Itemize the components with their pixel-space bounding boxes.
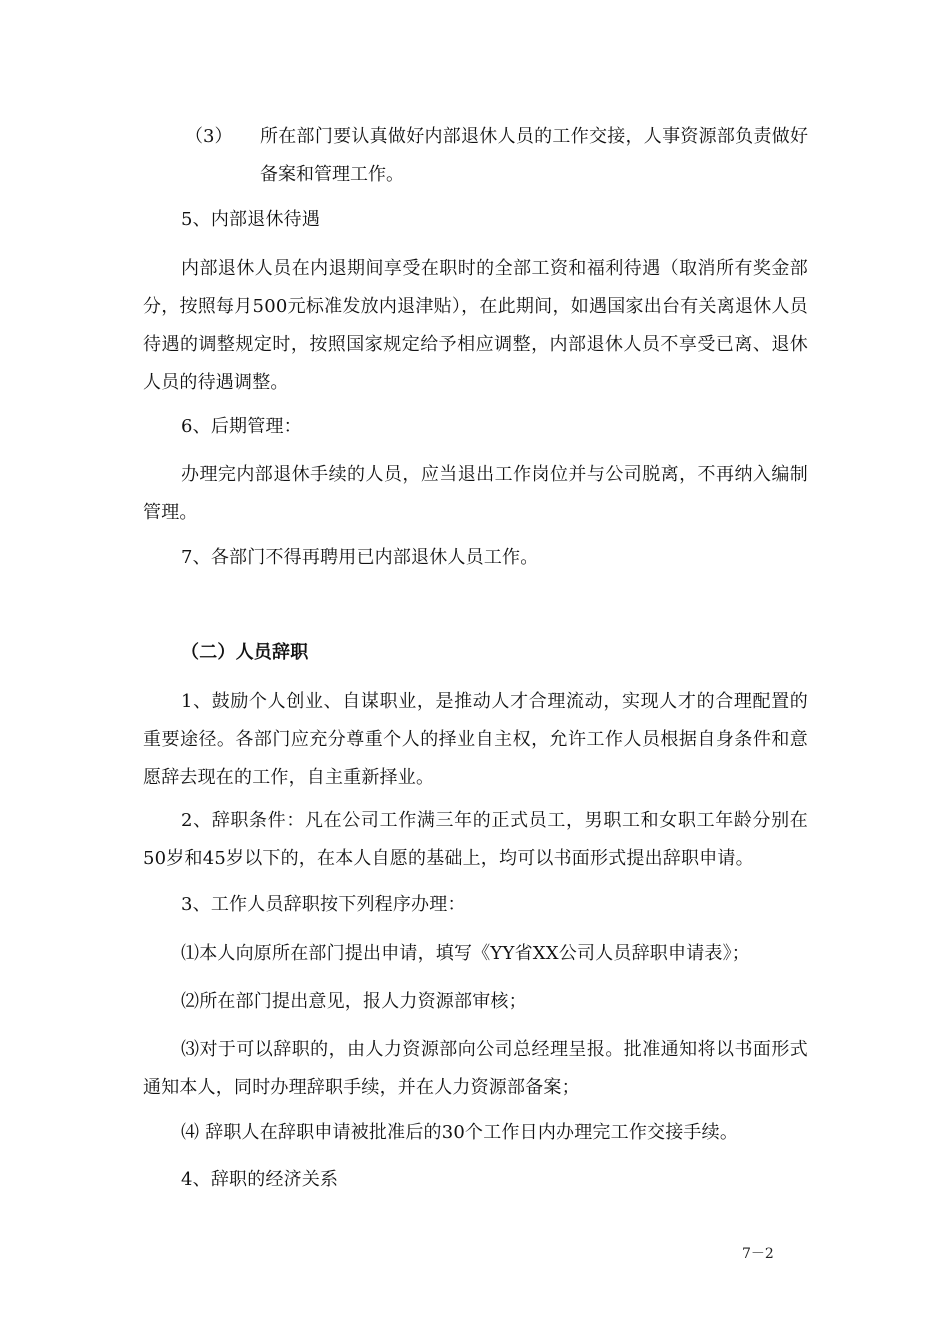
part-2-paragraph-2: 2、辞职条件：凡在公司工作满三年的正式员工，男职工和女职工年龄分别在50岁和45岁以下的，在本人自愿的基础上，均可以书面形式提出辞职申请。 <box>143 810 808 869</box>
procedure-step-4: ⑷ 辞职人在辞职申请被批准后的30个工作日内办理完工作交接手续。 <box>181 1122 739 1143</box>
list-item-number: （3） <box>185 126 233 147</box>
part-2-paragraph-4: 4、辞职的经济关系 <box>181 1169 339 1190</box>
part-2-title: （二）人员辞职 <box>181 642 309 663</box>
part-2-paragraph-1: 1、鼓励个人创业、自谋职业，是推动人才合理流动，实现人才的合理配置的重要途径。各部门应充分尊重个人的择业自主权，允许工作人员根据自身条件和意愿辞去现在的工作，自主重新择业。 <box>143 691 808 788</box>
procedure-step-2: ⑵所在部门提出意见，报人力资源部审核； <box>181 991 527 1012</box>
part-2-paragraph-3: 3、工作人员辞职按下列程序办理： <box>181 894 466 915</box>
list-item-3 <box>143 118 808 198</box>
procedure-step-1: ⑴本人向原所在部门提出申请，填写《YY省XX公司人员辞职申请表》； <box>181 943 750 964</box>
procedure-step-3: ⑶对于可以辞职的，由人力资源部向公司总经理呈报。批准通知将以书面形式通知本人，同时办理辞职手续，并在人力资源部备案； <box>143 1039 808 1098</box>
section-6-body: 办理完内部退休手续的人员，应当退出工作岗位并与公司脱离，不再纳入编制管理。 <box>143 464 808 523</box>
section-5-heading: 5、内部退休待遇 <box>181 209 321 230</box>
list-item-text: 所在部门要认真做好内部退休人员的工作交接，人事资源部负责做好备案和管理工作。 <box>260 126 808 185</box>
page-number: 7－2 <box>742 1246 774 1262</box>
section-7-text: 7、各部门不得再聘用已内部退休人员工作。 <box>181 547 539 568</box>
section-5-body: 内部退休人员在内退期间享受在职时的全部工资和福利待遇（取消所有奖金部分，按照每月500元标准发放内退津贴），在此期间，如遇国家出台有关离退休人员待遇的调整规定时，按照国家规定给予相应调整，内部退休人员不享受已离、退休人员的待遇调整。 <box>143 258 808 393</box>
section-6-heading: 6、后期管理： <box>181 416 302 437</box>
